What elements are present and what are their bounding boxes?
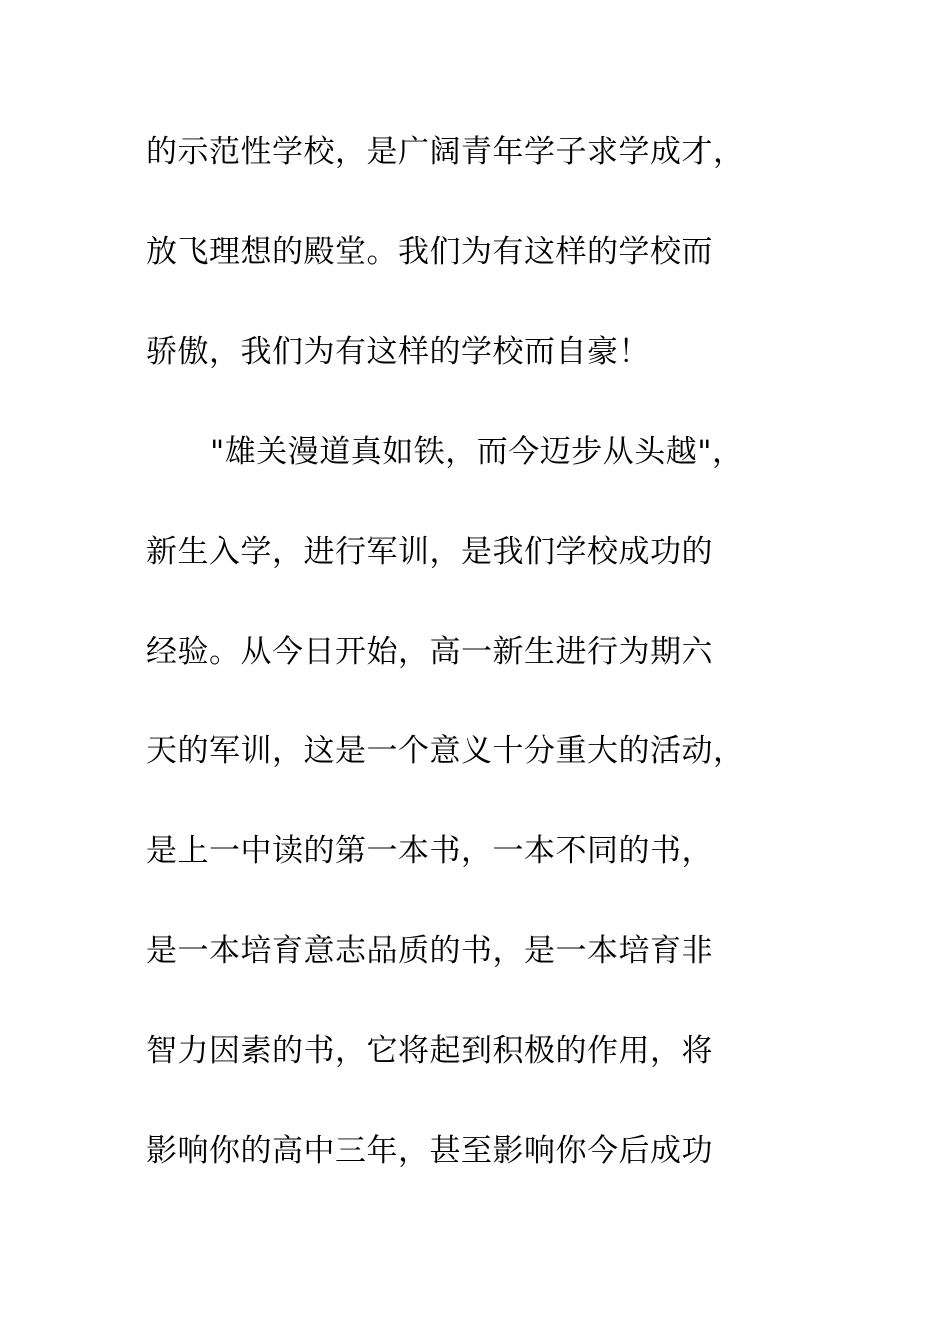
text-line: 经验。从今日开始，高一新生进行为期六: [146, 634, 713, 670]
text-line: 是一本培育意志品质的书，是一本培育非: [146, 933, 713, 969]
text-line: 骄傲，我们为有这样的学校而自豪！: [146, 334, 650, 370]
text-line: 智力因素的书，它将起到积极的作用，将: [146, 1033, 713, 1069]
text-line: 新生入学，进行军训，是我们学校成功的: [146, 534, 713, 570]
text-line: 天的军训，这是一个意义十分重大的活动，: [146, 733, 745, 769]
text-line: 是上一中读的第一本书，一本不同的书，: [146, 833, 713, 869]
text-line: 影响你的高中三年，甚至影响你今后成功: [146, 1133, 713, 1169]
text-line: 放飞理想的殿堂。我们为有这样的学校而: [146, 234, 713, 270]
text-line: 的示范性学校，是广阔青年学子求学成才，: [146, 134, 745, 170]
paragraph-first-line: "雄关漫道真如铁，而今迈步从头越"，: [210, 434, 744, 470]
